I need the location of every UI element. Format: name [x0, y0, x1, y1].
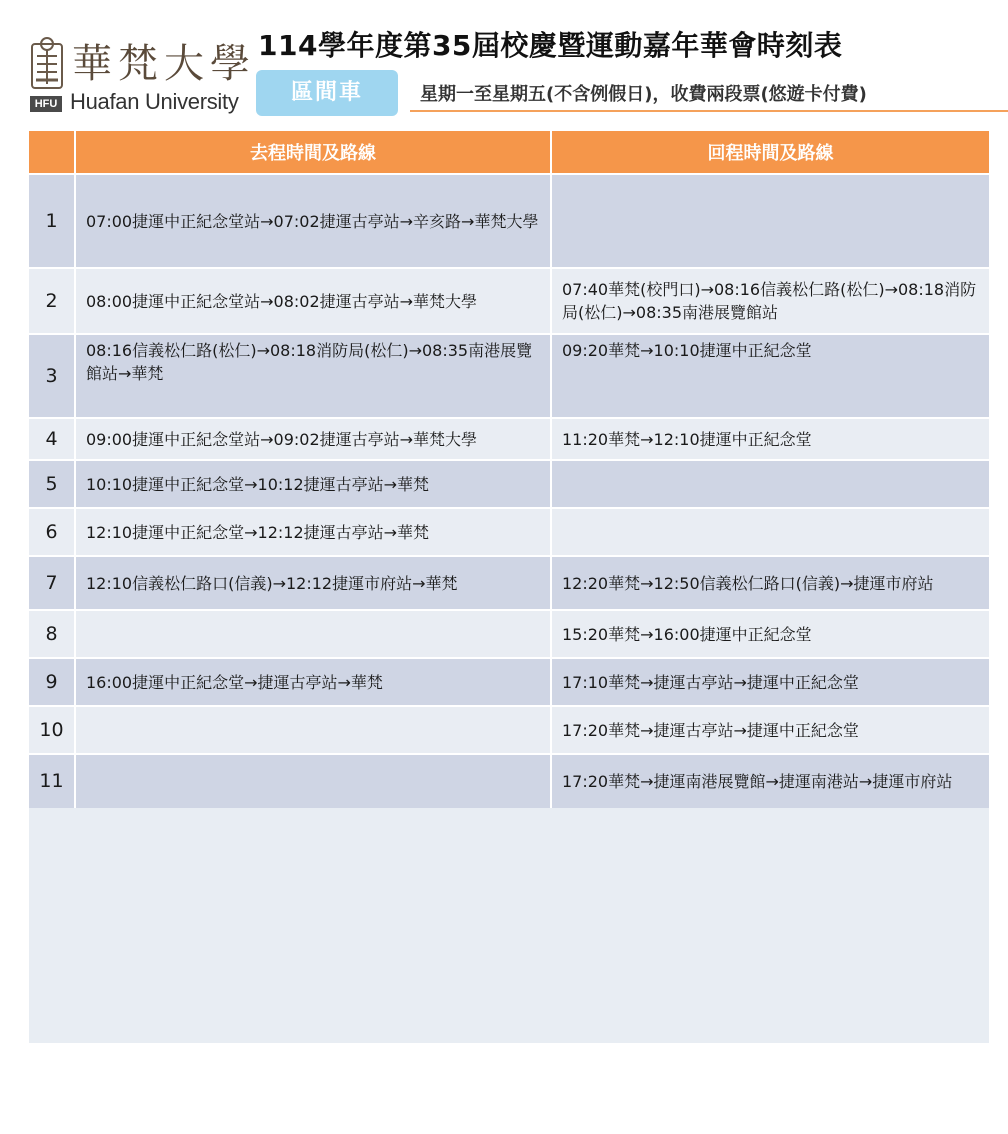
page-header [0, 0, 1008, 130]
row-number: 10 [29, 706, 75, 754]
page-title: 114學年度第35屆校慶暨運動嘉年華會時刻表 [258, 29, 843, 62]
schedule-table-container [29, 131, 989, 1043]
table-row [29, 556, 989, 610]
return-route: 12:20華梵→12:50信義松仁路口(信義)→捷運市府站 [551, 556, 989, 610]
table-row [29, 268, 989, 334]
row-number: 9 [29, 658, 75, 706]
table-row [29, 174, 989, 268]
table-row [29, 754, 989, 808]
schedule-table [29, 131, 989, 808]
return-route: 09:20華梵→10:10捷運中正紀念堂 [551, 334, 989, 418]
outbound-route [75, 706, 551, 754]
row-number: 1 [29, 174, 75, 268]
return-route [551, 508, 989, 556]
outbound-route: 10:10捷運中正紀念堂→10:12捷運古亭站→華梵 [75, 460, 551, 508]
seal-icon [28, 36, 66, 90]
university-logo [26, 34, 256, 116]
row-number: 8 [29, 610, 75, 658]
outbound-route [75, 610, 551, 658]
row-number: 6 [29, 508, 75, 556]
logo-english-name: Huafan University [70, 89, 239, 114]
row-number: 4 [29, 418, 75, 460]
table-header-row [29, 131, 989, 174]
header-return: 回程時間及路線 [551, 131, 989, 174]
return-route: 17:20華梵→捷運古亭站→捷運中正紀念堂 [551, 706, 989, 754]
return-route: 17:10華梵→捷運古亭站→捷運中正紀念堂 [551, 658, 989, 706]
table-row [29, 610, 989, 658]
row-number: 7 [29, 556, 75, 610]
service-note: 星期一至星期五(不含例假日)，收費兩段票(悠遊卡付費) [420, 84, 867, 105]
logo-hfu-badge: HFU [30, 96, 62, 112]
header-number [29, 131, 75, 174]
header-outbound: 去程時間及路線 [75, 131, 551, 174]
row-number: 5 [29, 460, 75, 508]
shuttle-type-badge: 區間車 [256, 70, 398, 116]
return-route: 17:20華梵→捷運南港展覽館→捷運南港站→捷運市府站 [551, 754, 989, 808]
row-number: 11 [29, 754, 75, 808]
row-number: 3 [29, 334, 75, 418]
outbound-route: 07:00捷運中正紀念堂站→07:02捷運古亭站→辛亥路→華梵大學 [75, 174, 551, 268]
outbound-route: 08:00捷運中正紀念堂站→08:02捷運古亭站→華梵大學 [75, 268, 551, 334]
table-row [29, 508, 989, 556]
table-row [29, 658, 989, 706]
return-route: 15:20華梵→16:00捷運中正紀念堂 [551, 610, 989, 658]
outbound-route: 16:00捷運中正紀念堂→捷運古亭站→華梵 [75, 658, 551, 706]
outbound-route: 12:10捷運中正紀念堂→12:12捷運古亭站→華梵 [75, 508, 551, 556]
header-divider [410, 110, 1008, 112]
table-row [29, 418, 989, 460]
table-row [29, 334, 989, 418]
outbound-route: 09:00捷運中正紀念堂站→09:02捷運古亭站→華梵大學 [75, 418, 551, 460]
return-route [551, 460, 989, 508]
return-route [551, 174, 989, 268]
return-route: 07:40華梵(校門口)→08:16信義松仁路(松仁)→08:18消防局(松仁)→08:35南港展覽館站 [551, 268, 989, 334]
outbound-route [75, 754, 551, 808]
outbound-route: 12:10信義松仁路口(信義)→12:12捷運市府站→華梵 [75, 556, 551, 610]
table-row [29, 460, 989, 508]
table-row [29, 706, 989, 754]
logo-chinese-name: 華梵大學 [72, 41, 256, 87]
return-route: 11:20華梵→12:10捷運中正紀念堂 [551, 418, 989, 460]
row-number: 2 [29, 268, 75, 334]
outbound-route: 08:16信義松仁路(松仁)→08:18消防局(松仁)→08:35南港展覽館站→華梵 [75, 334, 551, 418]
